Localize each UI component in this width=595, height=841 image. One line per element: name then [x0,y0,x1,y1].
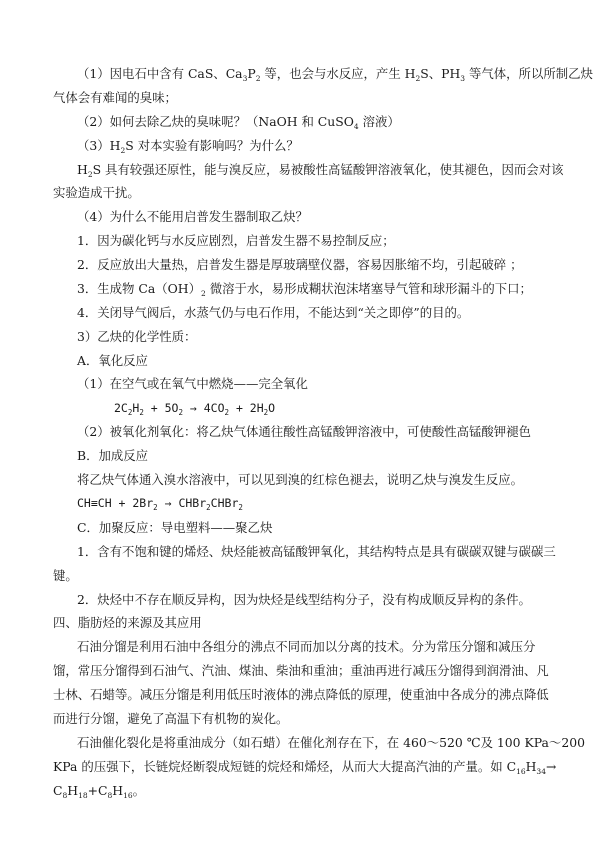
subscript: 2 [206,503,211,512]
text-segment: P [247,66,256,81]
text-segment: 3．生成物 Ca（OH） [77,281,201,296]
text-segment: 馏，常压分馏得到石油气、汽油、煤油、柴油和重油；重油再进行减压分馏得到润滑油、凡 [53,663,549,678]
subscript: 16 [516,767,526,776]
text-line [77,259,523,271]
text-segment: 。 [132,783,146,798]
text-segment: 石油分馏是利用石油中各组分的沸点不同而加以分离的技术。分为常压分馏和减压分 [77,639,536,654]
text-line [77,281,532,298]
text-line [77,235,395,247]
text-segment: 四、脂肪烃的来源及其应用 [53,615,202,630]
text-line [77,114,400,131]
subscript: 2 [224,408,230,417]
text-line [77,211,308,223]
text-segment: 气体会有难闻的臭味； [53,90,177,105]
text-segment: （3）H [77,138,121,153]
subscript: 2 [153,503,158,512]
text-line [53,92,177,104]
text-line [77,546,556,558]
text-line [53,665,549,677]
text-line [77,378,308,390]
text-segment: 2．炔烃中不存在顺反异构，因为炔烃是线型结构分子，没有构成顺反异构的条件。 [77,592,531,607]
subscript: 4 [353,122,359,131]
text-line [77,307,469,319]
subscript: 2 [238,503,243,512]
subscript: 18 [78,791,88,800]
text-segment: 等，也会与水反应，产生 H [260,66,416,81]
subscript: 2 [263,408,269,417]
subscript: 16 [123,791,133,800]
text-segment: （1）在空气或在氧气中燃烧——完全氧化 [77,376,308,391]
text-segment: 1．含有不饱和键的烯烃、炔烃能被高锰酸钾氧化，其结构特点是具有碳碳双键与碳碳三 [77,544,556,559]
subscript: 8 [107,791,113,800]
text-segment: 溶液） [358,114,400,129]
text-segment: 微溶于水，易形成糊状泡沫堵塞导气管和球形漏斗的下口； [205,281,532,296]
text-segment: 键。 [53,568,78,583]
subscript: 2 [139,408,144,417]
text-segment: S、PH [420,66,461,81]
text-segment: 而进行分馏，避免了高温下有机物的炭化。 [53,711,289,726]
text-segment: → 4CO [182,401,225,415]
text-segment: （2）被氧化剂氧化：将乙炔气体通往酸性高锰酸钾溶液中，可使酸性高锰酸钾褪色 [77,424,531,439]
text-segment: S 具有较强还原性，能与溴反应，易被酸性高锰酸钾溶液氧化，使其褪色，因而会对该 [92,162,564,177]
text-segment: CHBr [210,496,239,510]
text-segment: → [545,759,557,774]
text-line [77,355,148,367]
text-segment: +C [87,783,108,798]
text-line [53,713,288,725]
text-segment: C．加聚反应：导电塑料——聚乙炔 [77,520,273,535]
text-line [53,617,202,629]
text-segment: A．氧化反应 [77,353,148,368]
text-line [77,426,531,438]
text-segment: S 对本实验有影响吗？为什么？ [125,138,299,153]
text-segment: → CHBr [157,496,207,510]
text-segment: CH≡CH + 2Br [77,496,154,510]
subscript: 2 [87,170,93,179]
text-segment: 实验造成干扰。 [53,185,140,200]
subscript: 2 [415,74,421,83]
text-segment: （2）如何去除乙炔的臭味呢？（NaOH 和 CuSO [77,114,354,129]
text-segment: 将乙炔气体通入溴水溶液中，可以见到溴的红棕色褪去，说明乙炔与溴发生反应。 [77,472,524,487]
text-line [53,783,146,800]
text-line [77,331,196,343]
text-segment: H [67,783,79,798]
subscript: 2 [255,74,261,83]
text-line [53,187,140,199]
equation-line [114,403,275,415]
subscript: 34 [536,767,546,776]
text-segment: 等气体，所以所制乙炔 [465,66,593,81]
text-segment: 1．因为碳化钙与水反应剧烈，启普发生器不易控制反应； [77,233,395,248]
subscript: 8 [62,791,68,800]
text-segment: H [112,783,124,798]
text-line [53,689,549,701]
text-segment: 4．关闭导气阀后，水蒸气仍与电石作用，不能达到“关之即停”的目的。 [77,305,470,320]
text-segment: H [77,162,88,177]
equation-line [77,498,243,510]
text-segment: H [525,759,537,774]
text-segment: 石油催化裂化是将重油成分（如石蜡）在催化剂存在下，在 460～520 ℃及 100 KPa～200 [77,735,585,750]
text-line [77,138,299,155]
text-segment: + 2H [229,401,264,415]
text-line [77,474,523,486]
text-segment: H [132,401,140,415]
subscript: 2 [127,408,133,417]
text-segment: O [268,401,276,415]
text-line [77,737,585,749]
subscript: 3 [242,74,248,83]
text-line [77,162,564,179]
text-segment: （4）为什么不能用启普发生器制取乙炔？ [77,209,308,224]
text-line [77,641,535,653]
text-line [77,594,531,606]
subscript: 3 [460,74,466,83]
text-segment: 士林、石蜡等。减压分馏是利用低压时液体的沸点降低的原理，使重油中各成分的沸点降低 [53,687,549,702]
text-segment: 2C [114,401,128,415]
text-line [53,759,557,776]
text-line [77,450,148,462]
text-segment: C [53,783,63,798]
text-line [77,66,593,83]
text-segment: + 5O [143,401,179,415]
text-segment: （1）因电石中含有 CaS、Ca [77,66,243,81]
text-segment: KPa 的压强下，长链烷烃断裂成短链的烷烃和烯烃，从而大大提高汽油的产量。如 C [53,759,517,774]
subscript: 2 [120,146,126,155]
text-segment: B．加成反应 [77,448,149,463]
text-line [77,522,272,534]
subscript: 2 [201,289,206,298]
text-segment: 3）乙炔的化学性质： [77,329,197,344]
subscript: 2 [178,408,183,417]
text-line [53,570,78,582]
text-segment: 2．反应放出大量热，启普发生器是厚玻璃壁仪器，容易因胀缩不均，引起破碎 ； [77,257,523,272]
